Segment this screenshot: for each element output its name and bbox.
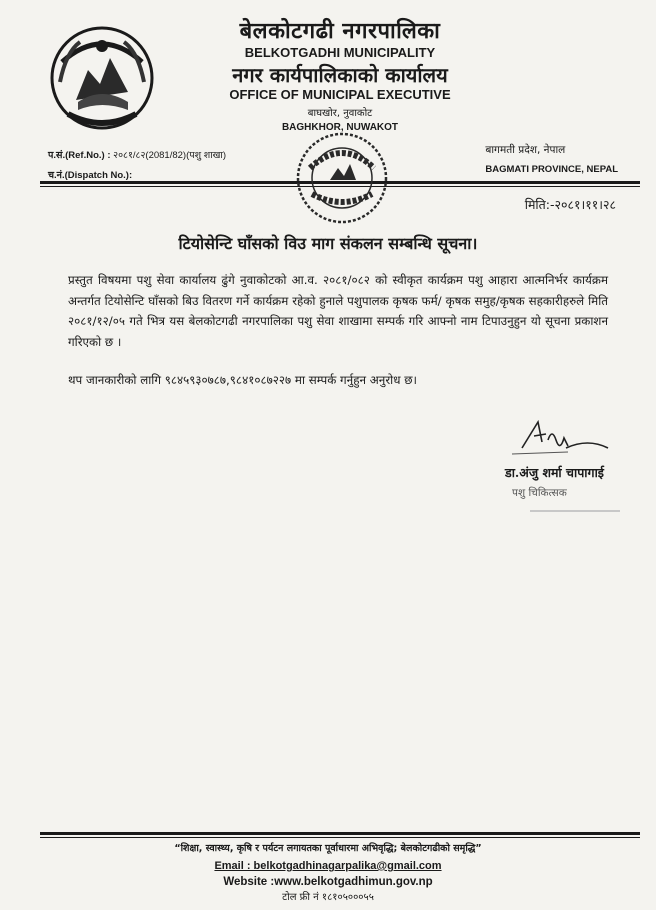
province-np: बागमती प्रदेश, नेपाल	[485, 144, 566, 156]
footer-divider	[40, 832, 640, 835]
contact-note: थप जानकारीको लागि ९८४५९३०७८७,९८४१०८७२२७ मा सम्पर्क गर्नुहुन अनुरोध छ।	[68, 373, 417, 387]
signatory-name: डा.अंजु शर्मा चापागाई	[505, 465, 604, 480]
municipality-name-np: बेलकोटगढी नगरपालिका	[239, 18, 441, 44]
footer	[0, 840, 656, 906]
office-seal-stamp	[292, 128, 392, 228]
signature-line	[530, 510, 620, 512]
province-block	[485, 140, 618, 180]
municipality-name-en: BELKOTGADHI MUNICIPALITY	[244, 45, 436, 60]
signatory-title: पशु चिकित्सक	[512, 487, 567, 499]
notice-subject: टियोसेन्टि घाँसको विउ माग संकलन सम्बन्धि सूचना।	[178, 234, 478, 253]
ref-number-row	[48, 146, 226, 166]
footer-email[interactable]: Email : belkotgadhinagarpalika@gmail.com	[214, 860, 442, 872]
ref-label: प.सं.(Ref.No.) :	[48, 150, 111, 161]
footer-slogan: “शिक्षा, स्वास्थ्य, कृषि र पर्यटन लगायतका पूर्वाधारमा अभिवृद्धि; बेलकोटगढीको समृद्धि”	[174, 843, 482, 854]
footer-toll-free: टोल फ्री नं १८१०५०००५५	[282, 892, 374, 903]
nepal-emblem-logo	[48, 22, 156, 134]
office-name-np: नगर कार्यपालिकाको कार्यालय	[232, 63, 448, 87]
dispatch-label: च.नं.(Dispatch No.):	[48, 170, 133, 181]
header-titles	[210, 18, 470, 134]
footer-website[interactable]: Website :www.belkotgadhimun.gov.np	[223, 876, 433, 888]
notice-body: प्रस्तुत विषयमा पशु सेवा कार्यालय ढुंगे नुवाकोटको आ.व. २०८१/०८२ को स्वीकृत कार्यक्रम पशु आहारा आत्मनिर्भर कार्यक्रम अन्तर्गत टियोसेन्टि घाँसको बिउ वितरण गर्ने कार्यक्रम रहेको हुनाले पशुपालक कृषक फर्म/ कृषक समुह/कृषक सहकारीहरुले मिति २०८१/१२/०५ गते भित्र यस बेलकोटगढी नगरपालिका पशु सेवा शाखामा सम्पर्क गरि आफ्नो नाम टिपाउनुहुन यो सूचना प्रकाशन गरिएको छ ।	[68, 273, 608, 349]
office-name-en: OFFICE OF MUNICIPAL EXECUTIVE	[229, 87, 451, 102]
address-np: बाघखोर, नुवाकोट	[307, 108, 373, 119]
handwritten-signature	[508, 418, 618, 458]
reference-block	[48, 146, 226, 186]
letter-date: मिति:-२०८१।११।२८	[524, 197, 616, 212]
province-en: BAGMATI PROVINCE, NEPAL	[485, 164, 618, 175]
ref-value: २०८१/८२(2081/82)(पशु शाखा)	[113, 150, 227, 161]
footer-divider-thin	[40, 837, 640, 838]
address-en: BAGHKHOR, NUWAKOT	[281, 122, 399, 133]
